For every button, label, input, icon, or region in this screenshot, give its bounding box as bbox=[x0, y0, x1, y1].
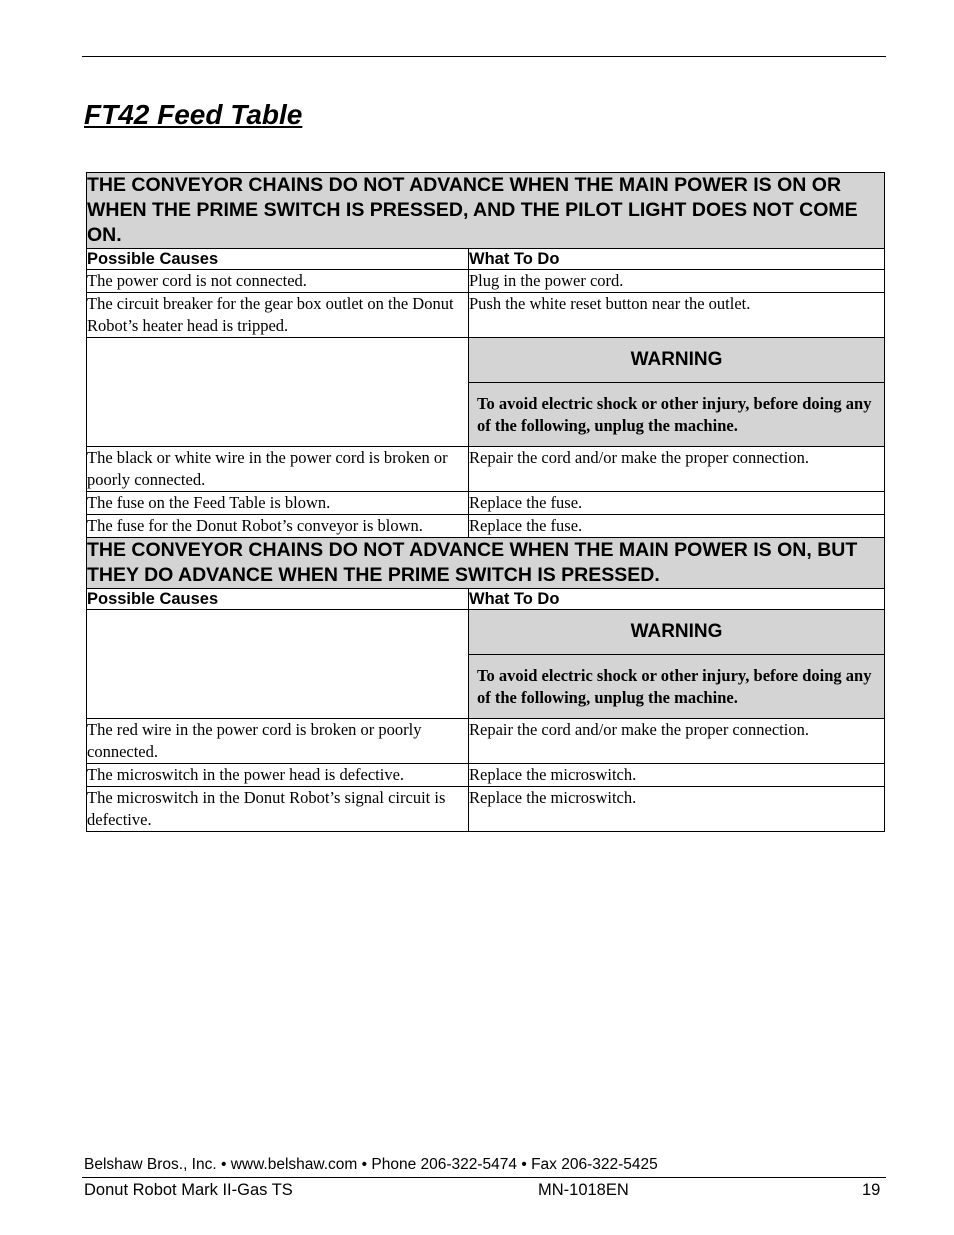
table-row bbox=[87, 764, 885, 787]
column-header-row bbox=[87, 249, 885, 270]
section-heading-row bbox=[87, 173, 885, 249]
todo-cell: Replace the fuse. bbox=[469, 515, 885, 538]
warning-box bbox=[469, 338, 885, 447]
table-row bbox=[87, 492, 885, 515]
todo-cell: Push the white reset button near the outlet. bbox=[469, 293, 885, 338]
warning-title: WARNING bbox=[469, 338, 884, 383]
warning-row bbox=[87, 338, 885, 447]
todo-cell: Repair the cord and/or make the proper connection. bbox=[469, 719, 885, 764]
section-heading: THE CONVEYOR CHAINS DO NOT ADVANCE WHEN THE MAIN POWER IS ON OR WHEN THE PRIME SWITCH IS PRESSED, AND THE PILOT LIGHT DOES NOT COME ON. bbox=[87, 173, 885, 249]
footer-company-line: Belshaw Bros., Inc. • www.belshaw.com • Phone 206-322-5474 • Fax 206-322-5425 bbox=[84, 1156, 658, 1173]
empty-cell bbox=[87, 338, 469, 447]
cause-cell: The black or white wire in the power cord is broken or poorly connected. bbox=[87, 447, 469, 492]
header-rule bbox=[82, 56, 886, 57]
page-title: FT42 Feed Table bbox=[84, 99, 303, 130]
table-row bbox=[87, 719, 885, 764]
troubleshooting-table bbox=[86, 172, 885, 832]
warning-box bbox=[469, 610, 885, 719]
cause-cell: The fuse for the Donut Robot’s conveyor is blown. bbox=[87, 515, 469, 538]
table-row bbox=[87, 787, 885, 832]
column-header-row bbox=[87, 589, 885, 610]
footer-page-number: 19 bbox=[862, 1181, 881, 1199]
cause-cell: The microswitch in the power head is defective. bbox=[87, 764, 469, 787]
todo-cell: Replace the microswitch. bbox=[469, 764, 885, 787]
warning-text: To avoid electric shock or other injury, before doing any of the following, unplug the machine. bbox=[469, 383, 884, 446]
section-heading-row bbox=[87, 538, 885, 589]
warning-row bbox=[87, 610, 885, 719]
warning-text: To avoid electric shock or other injury, before doing any of the following, unplug the machine. bbox=[469, 655, 884, 718]
todo-cell: Replace the microswitch. bbox=[469, 787, 885, 832]
todo-cell: Repair the cord and/or make the proper connection. bbox=[469, 447, 885, 492]
todo-cell: Replace the fuse. bbox=[469, 492, 885, 515]
warning-title: WARNING bbox=[469, 610, 884, 655]
table-row bbox=[87, 447, 885, 492]
column-header-todo: What To Do bbox=[469, 589, 885, 610]
cause-cell: The power cord is not connected. bbox=[87, 270, 469, 293]
section-heading: THE CONVEYOR CHAINS DO NOT ADVANCE WHEN THE MAIN POWER IS ON, BUT THEY DO ADVANCE WHEN THE PRIME SWITCH IS PRESSED. bbox=[87, 538, 885, 589]
table-row bbox=[87, 270, 885, 293]
table-row bbox=[87, 515, 885, 538]
column-header-todo: What To Do bbox=[469, 249, 885, 270]
table-row bbox=[87, 293, 885, 338]
column-header-causes: Possible Causes bbox=[87, 589, 469, 610]
footer-product: Donut Robot Mark II-Gas TS bbox=[84, 1181, 293, 1199]
footer-rule bbox=[82, 1177, 886, 1178]
cause-cell: The fuse on the Feed Table is blown. bbox=[87, 492, 469, 515]
empty-cell bbox=[87, 610, 469, 719]
footer-doc-number: MN-1018EN bbox=[538, 1181, 629, 1199]
column-header-causes: Possible Causes bbox=[87, 249, 469, 270]
cause-cell: The microswitch in the Donut Robot’s signal circuit is defective. bbox=[87, 787, 469, 832]
cause-cell: The circuit breaker for the gear box outlet on the Donut Robot’s heater head is tripped. bbox=[87, 293, 469, 338]
cause-cell: The red wire in the power cord is broken or poorly connected. bbox=[87, 719, 469, 764]
todo-cell: Plug in the power cord. bbox=[469, 270, 885, 293]
